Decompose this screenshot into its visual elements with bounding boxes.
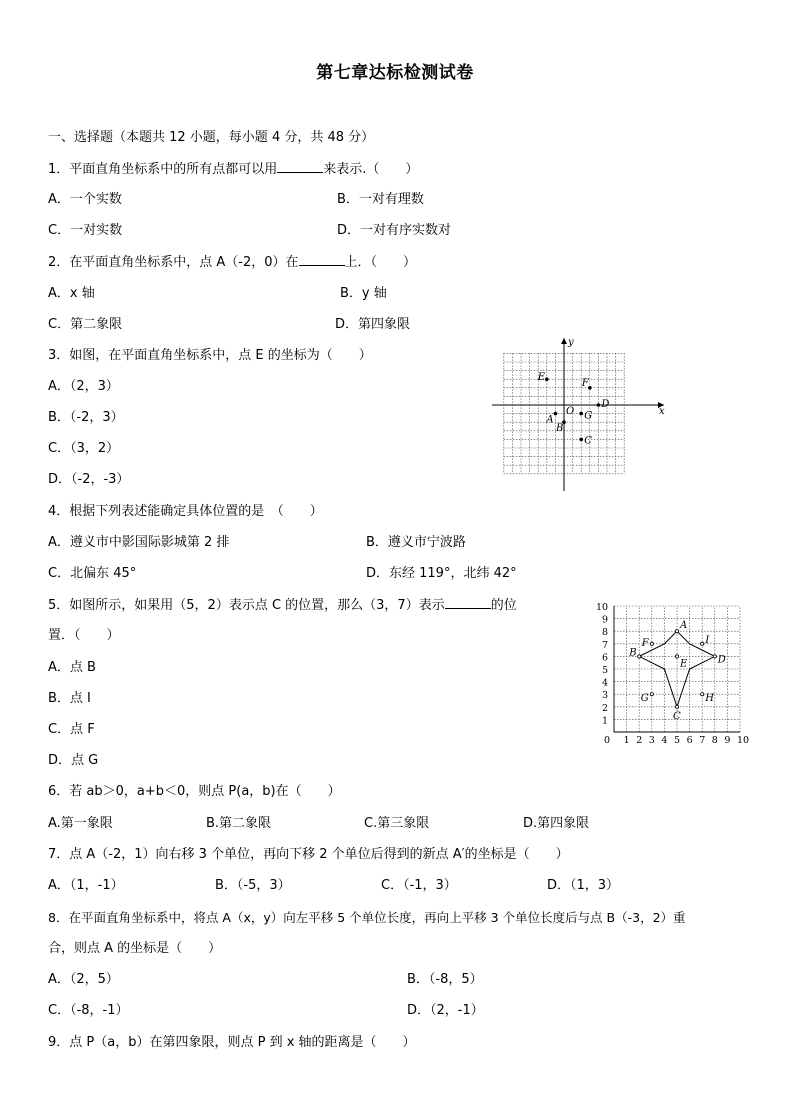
q5-option-b: B．点 I <box>48 691 91 706</box>
page-title: 第七章达标检测试卷 <box>316 63 474 83</box>
q5-option-d: D．点 G <box>48 753 99 768</box>
x-tick-label: 4 <box>661 735 668 746</box>
x-tick-label: 6 <box>686 735 693 746</box>
point-g <box>650 693 653 696</box>
y-tick-label: 6 <box>602 652 609 664</box>
point-label-d: D <box>717 654 726 666</box>
point-d <box>713 655 716 658</box>
point-h <box>701 693 704 696</box>
y-tick-label: 9 <box>602 614 609 626</box>
question-5-stem-b: 的位 <box>490 598 517 613</box>
q3-option-b: B．（-2，3） <box>48 410 124 425</box>
q8-option-b: B．（-8，5） <box>407 972 483 987</box>
question-2-stem-b: 上．（ ） <box>344 255 417 270</box>
x-tick-label: 10 <box>737 735 750 746</box>
origin-label: O <box>566 406 575 417</box>
x-tick-label: 8 <box>711 735 718 746</box>
point-label-e: E <box>537 372 546 384</box>
question-2-stem-a: 2．在平面直角坐标系中，点 A（-2，0）在 <box>48 255 299 270</box>
question-5-stem-a: 5．如图所示，如果用（5，2）表示点 C 的位置，那么（3，7）表示 <box>48 598 445 613</box>
point-label-f: F <box>581 377 589 389</box>
question-5 <box>48 596 517 615</box>
y-tick-label: 5 <box>602 665 609 676</box>
point-e <box>675 655 678 658</box>
q6-option-a: A.第一象限 <box>48 816 113 831</box>
question-1 <box>48 160 418 179</box>
point-b <box>638 655 641 658</box>
point-label-g: G <box>584 410 593 422</box>
q4-option-c: C．北偏东 45° <box>48 566 137 581</box>
q4-option-d: D．东经 119°，北纬 42° <box>366 566 517 581</box>
y-axis-label: y <box>568 337 574 348</box>
point-i <box>701 642 704 645</box>
q3-option-c: C．（3，2） <box>48 441 120 456</box>
q7-option-b: B．（-5，3） <box>215 878 291 893</box>
q3-option-a: A．（2，3） <box>48 379 119 394</box>
point-label-c: C <box>584 435 592 447</box>
question-1-stem-a: 1．平面直角坐标系中的所有点都可以用 <box>48 162 278 177</box>
y-tick-label: 3 <box>602 690 609 702</box>
question-2 <box>48 253 416 272</box>
answer-blank <box>445 596 491 609</box>
x-tick-label: 2 <box>636 735 643 746</box>
q2-option-d: D．第四象限 <box>335 317 411 332</box>
y-axis-arrow <box>561 338 567 344</box>
point-label-a: A <box>680 620 688 632</box>
q1-option-d: D．一对有序实数对 <box>337 223 452 238</box>
q5-option-a: A．点 B <box>48 660 96 675</box>
point-e <box>545 377 549 381</box>
question-5-cont: 置．（ ） <box>48 628 120 643</box>
point-label-a: A <box>546 414 554 426</box>
q6-option-c: C.第三象限 <box>364 816 430 831</box>
point-label-f: F <box>641 637 649 649</box>
y-tick-label: 8 <box>602 627 609 639</box>
x-tick-label: 1 <box>623 735 630 746</box>
q5-option-c: C．点 F <box>48 722 95 737</box>
point-label-b: B <box>556 423 564 435</box>
point-label-b: B <box>629 647 637 659</box>
q4-option-a: A．遵义市中影国际影城第 2 排 <box>48 535 230 550</box>
y-tick-label: 2 <box>602 702 609 714</box>
q1-option-c: C．一对实数 <box>48 223 123 238</box>
answer-blank <box>299 253 345 266</box>
q7-option-a: A．（1，-1） <box>48 878 124 893</box>
x-axis-label: x <box>659 406 665 417</box>
y-tick-label: 4 <box>602 677 609 689</box>
question-6: 6．若 ab＞0，a+b＜0，则点 P(a，b)在（ ） <box>48 784 341 799</box>
point-label-c: C <box>673 710 681 722</box>
question-9: 9．点 P（a，b）在第四象限，则点 P 到 x 轴的距离是（ ） <box>48 1035 416 1050</box>
q1-option-b: B．一对有理数 <box>337 192 424 207</box>
q6-option-b: B.第二象限 <box>206 816 272 831</box>
q6-option-d: D.第四象限 <box>523 816 590 831</box>
figure-star-grid <box>592 586 757 746</box>
point-d <box>597 403 601 407</box>
x-tick-label: 0 <box>604 735 611 746</box>
point-label-g: G <box>640 693 649 705</box>
y-tick-label: 10 <box>596 602 609 613</box>
point-g <box>579 412 583 416</box>
question-3: 3．如图，在平面直角坐标系中，点 E 的坐标为（ ） <box>48 348 372 363</box>
point-c <box>675 705 678 708</box>
question-7: 7．点 A（-2，1）向右移 3 个单位，再向下移 2 个单位后得到的新点 A′的坐标是（ ） <box>48 847 569 862</box>
section-heading: 一、选择题（本题共 12 小题，每小题 4 分，共 48 分） <box>48 130 375 145</box>
q2-option-a: A．x 轴 <box>48 286 95 301</box>
answer-blank <box>277 160 323 173</box>
point-label-h: H <box>705 693 714 705</box>
question-8-cont: 合，则点 A 的坐标是（ ） <box>48 941 222 956</box>
q8-option-a: A．（2，5） <box>48 972 119 987</box>
q4-option-b: B．遵义市宁波路 <box>366 535 466 550</box>
q2-option-c: C．第二象限 <box>48 317 123 332</box>
point-a <box>554 412 558 416</box>
point-c <box>579 438 583 442</box>
y-tick-label: 7 <box>602 639 609 651</box>
x-tick-label: 5 <box>674 735 681 746</box>
point-f <box>650 642 653 645</box>
q1-option-a: A．一个实数 <box>48 192 122 207</box>
figure-coordinate-plane <box>486 336 670 493</box>
q2-option-b: B．y 轴 <box>340 286 387 301</box>
point-a <box>675 630 678 633</box>
point-label-d: D <box>601 399 610 410</box>
q7-option-c: C．（-1，3） <box>381 878 457 893</box>
question-4: 4．根据下列表述能确定具体位置的是 （ ） <box>48 504 323 519</box>
x-tick-label: 7 <box>699 735 706 746</box>
point-label-e: E <box>680 658 688 670</box>
x-tick-label: 3 <box>648 735 655 746</box>
y-tick-label: 1 <box>602 715 609 727</box>
q3-option-d: D．（-2，-3） <box>48 472 130 487</box>
question-8: 8．在平面直角坐标系中，将点 A（x，y）向左平移 5 个单位长度，再向上平移 3 个单位长度后与点 B（-3，2）重 <box>48 910 686 925</box>
point-label-i: I <box>705 634 710 646</box>
question-1-stem-b: 来表示.（ ） <box>323 162 419 177</box>
x-tick-label: 9 <box>724 735 731 746</box>
q8-option-d: D．（2，-1） <box>407 1003 484 1018</box>
q8-option-c: C．（-8，-1） <box>48 1003 129 1018</box>
q7-option-d: D．（1，3） <box>547 878 620 893</box>
